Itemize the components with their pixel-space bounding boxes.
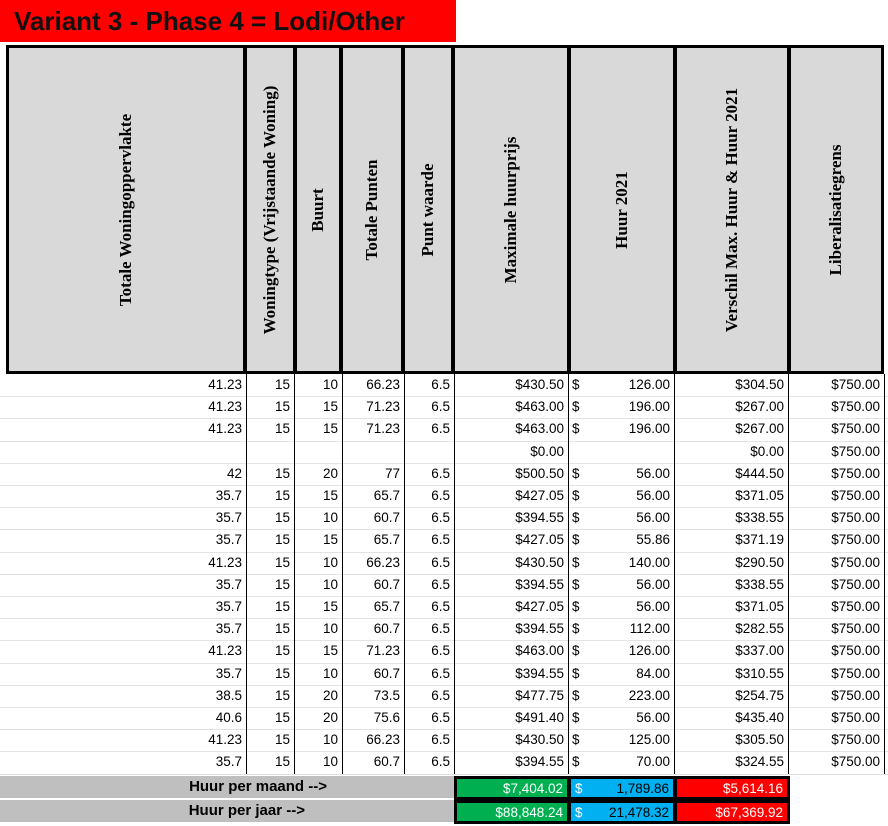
summary-label-year: Huur per jaar --> <box>0 800 455 822</box>
currency-symbol: $ <box>572 554 580 570</box>
cell-punten[interactable]: 71.23 <box>366 399 400 415</box>
huur-amount: 84.00 <box>636 665 670 681</box>
cell-oppervlakte[interactable]: 42 <box>226 465 242 481</box>
cell-oppervlakte[interactable]: 41.23 <box>208 399 242 415</box>
cell-buurt[interactable]: 15 <box>322 643 338 659</box>
huur-amount: 140.00 <box>628 554 670 570</box>
cell-woningtype[interactable]: 15 <box>274 510 290 526</box>
cell-max-huur[interactable]: $427.05 <box>515 599 564 614</box>
cell-liberalisatie[interactable]: $750.00 <box>831 621 880 637</box>
cell-huur-2021[interactable] <box>568 418 674 440</box>
cell-liberalisatie[interactable]: $750.00 <box>831 554 880 570</box>
cell-buurt[interactable]: 10 <box>322 665 338 681</box>
cell-huur-2021[interactable] <box>568 640 674 662</box>
cell-punten[interactable]: 60.7 <box>373 576 400 592</box>
cell-huur-2021[interactable] <box>568 441 674 463</box>
huur-amount: 126.00 <box>628 377 670 392</box>
total-max-huur-year[interactable]: $88,848.24 <box>454 800 570 824</box>
cell-huur-2021[interactable] <box>568 374 674 396</box>
cell-liberalisatie[interactable]: $750.00 <box>831 377 880 392</box>
header-maximale-huurprijs[interactable] <box>452 45 570 374</box>
cell-punten[interactable]: 71.23 <box>366 421 400 437</box>
cell-puntwaarde[interactable]: 6.5 <box>431 377 450 392</box>
cell-woningtype[interactable]: 15 <box>274 399 290 415</box>
header-label: Liberalisatiegrens <box>826 144 845 275</box>
cell-woningtype[interactable]: 15 <box>274 421 290 437</box>
header-liberalisatiegrens[interactable] <box>788 45 884 374</box>
cell-verschil[interactable]: $267.00 <box>735 399 784 415</box>
total-max-huur-month[interactable]: $7,404.02 <box>454 776 570 800</box>
total-huur-2021-year[interactable] <box>568 800 676 824</box>
cell-liberalisatie[interactable]: $750.00 <box>831 599 880 614</box>
cell-punten[interactable]: 66.23 <box>366 732 400 748</box>
cell-buurt[interactable]: 10 <box>322 576 338 592</box>
currency-symbol: $ <box>572 377 580 392</box>
cell-liberalisatie[interactable]: $750.00 <box>831 732 880 748</box>
header-label: Woningtype (Vrijstaande Woning) <box>260 85 279 334</box>
cell-max-huur[interactable]: $430.50 <box>515 377 564 392</box>
cell-liberalisatie[interactable]: $750.00 <box>831 532 880 548</box>
currency-symbol: $ <box>572 665 580 681</box>
cell-verschil[interactable]: $444.50 <box>735 465 784 481</box>
sheet-title: Variant 3 - Phase 4 = Lodi/Other <box>0 0 456 42</box>
cell-buurt[interactable]: 10 <box>322 732 338 748</box>
cell-puntwaarde[interactable]: 6.5 <box>431 554 450 570</box>
huur-amount: 112.00 <box>629 621 670 637</box>
cell-huur-2021[interactable] <box>568 729 674 751</box>
column-divider <box>454 374 455 774</box>
cell-woningtype[interactable] <box>246 441 294 463</box>
cell-max-huur[interactable]: $394.55 <box>515 576 564 592</box>
cell-puntwaarde[interactable]: 6.5 <box>431 488 450 503</box>
cell-huur-2021[interactable] <box>568 618 674 640</box>
cell-buurt[interactable]: 15 <box>322 532 338 548</box>
cell-liberalisatie[interactable]: $750.00 <box>831 710 880 725</box>
cell-buurt[interactable]: 20 <box>322 687 338 703</box>
cell-buurt[interactable]: 10 <box>322 754 338 770</box>
cell-punten[interactable]: 77 <box>384 465 400 481</box>
cell-verschil[interactable]: $304.50 <box>735 377 784 392</box>
cell-liberalisatie[interactable]: $750.00 <box>831 443 880 459</box>
cell-oppervlakte[interactable]: 35.7 <box>215 599 242 614</box>
huur-amount: 196.00 <box>628 399 670 415</box>
column-divider <box>788 374 789 774</box>
cell-puntwaarde[interactable] <box>404 441 454 463</box>
header-label: Totale Woningoppervlakte <box>116 113 135 306</box>
huur-amount: 125.00 <box>628 732 670 748</box>
cell-verschil[interactable]: $310.55 <box>735 665 784 681</box>
cell-max-huur[interactable]: $0.00 <box>530 443 564 459</box>
cell-puntwaarde[interactable]: 6.5 <box>431 732 450 748</box>
cell-woningtype[interactable]: 15 <box>274 599 290 614</box>
column-divider <box>294 374 295 774</box>
cell-oppervlakte[interactable]: 35.7 <box>215 754 242 770</box>
cell-verschil[interactable]: $371.05 <box>735 599 784 614</box>
cell-max-huur[interactable]: $394.55 <box>515 754 564 770</box>
currency-symbol: $ <box>572 687 580 703</box>
cell-punten[interactable]: 66.23 <box>366 554 400 570</box>
cell-buurt[interactable] <box>294 441 342 463</box>
cell-punten[interactable]: 60.7 <box>373 510 400 526</box>
currency-symbol: $ <box>572 643 580 659</box>
header-label: Buurt <box>308 187 327 232</box>
cell-verschil[interactable]: $290.50 <box>735 554 784 570</box>
header-totale-punten[interactable] <box>340 45 404 374</box>
header-punt-waarde[interactable] <box>402 45 454 374</box>
cell-max-huur[interactable]: $430.50 <box>515 554 564 570</box>
huur-amount: 56.00 <box>636 465 670 481</box>
cell-oppervlakte[interactable]: 35.7 <box>215 510 242 526</box>
cell-verschil[interactable]: $338.55 <box>735 510 784 526</box>
cell-max-huur[interactable]: $394.55 <box>515 510 564 526</box>
cell-verschil[interactable]: $435.40 <box>735 710 784 725</box>
header-label: Totale Punten <box>362 159 381 260</box>
header-buurt[interactable] <box>294 45 342 374</box>
huur-amount: 55.86 <box>636 532 670 548</box>
cell-max-huur[interactable]: $430.50 <box>515 732 564 748</box>
cell-woningtype[interactable]: 15 <box>274 732 290 748</box>
cell-liberalisatie[interactable]: $750.00 <box>831 488 880 503</box>
currency-symbol: $ <box>572 532 580 548</box>
cell-woningtype[interactable]: 15 <box>274 710 290 725</box>
row-divider <box>0 774 888 775</box>
cell-max-huur[interactable]: $463.00 <box>515 421 564 437</box>
huur-amount: 56.00 <box>636 488 670 503</box>
cell-huur-2021[interactable] <box>568 396 674 418</box>
cell-punten[interactable]: 73.5 <box>373 687 400 703</box>
cell-max-huur[interactable]: $394.55 <box>515 665 564 681</box>
cell-liberalisatie[interactable]: $750.00 <box>831 576 880 592</box>
total-huur-2021-month[interactable] <box>568 776 676 800</box>
currency-symbol: $ <box>572 754 580 770</box>
cell-punten[interactable]: 60.7 <box>373 621 400 637</box>
cell-puntwaarde[interactable]: 6.5 <box>431 665 450 681</box>
column-divider <box>674 374 675 774</box>
column-divider <box>246 374 247 774</box>
cell-max-huur[interactable]: $427.05 <box>515 532 564 548</box>
cell-verschil[interactable]: $0.00 <box>750 443 784 459</box>
cell-punten[interactable]: 60.7 <box>373 754 400 770</box>
column-divider <box>568 374 569 774</box>
cell-buurt[interactable]: 15 <box>322 399 338 415</box>
cell-verschil[interactable]: $267.00 <box>735 421 784 437</box>
cell-woningtype[interactable]: 15 <box>274 621 290 637</box>
currency-symbol: $ <box>575 805 583 820</box>
header-label: Punt waarde <box>418 162 437 257</box>
header-verschil[interactable] <box>674 45 790 374</box>
cell-woningtype[interactable]: 15 <box>274 687 290 703</box>
cell-verschil[interactable]: $337.00 <box>735 643 784 659</box>
cell-punten[interactable] <box>342 441 404 463</box>
cell-puntwaarde[interactable]: 6.5 <box>431 621 450 637</box>
currency-symbol: $ <box>572 488 580 503</box>
summary-label-month: Huur per maand --> <box>0 776 455 798</box>
cell-liberalisatie[interactable]: $750.00 <box>831 665 880 681</box>
cell-liberalisatie[interactable]: $750.00 <box>831 643 880 659</box>
cell-verschil[interactable]: $338.55 <box>735 576 784 592</box>
cell-huur-2021[interactable] <box>568 751 674 773</box>
column-divider <box>404 374 405 774</box>
cell-punten[interactable]: 65.7 <box>373 488 400 503</box>
cell-buurt[interactable]: 20 <box>322 465 338 481</box>
currency-symbol: $ <box>572 510 580 526</box>
cell-oppervlakte[interactable]: 41.23 <box>208 732 242 748</box>
cell-huur-2021[interactable] <box>568 507 674 529</box>
cell-woningtype[interactable]: 15 <box>274 754 290 770</box>
header-totale-woningoppervlakte[interactable] <box>6 45 246 374</box>
cell-verschil[interactable]: $324.55 <box>735 754 784 770</box>
cell-oppervlakte[interactable]: 35.7 <box>215 665 242 681</box>
currency-symbol: $ <box>572 421 580 437</box>
cell-huur-2021[interactable] <box>568 685 674 707</box>
header-woningtype[interactable] <box>244 45 296 374</box>
huur-amount: 126.00 <box>628 643 670 659</box>
column-divider <box>342 374 343 774</box>
huur-amount: 56.00 <box>636 599 670 614</box>
total-verschil-month[interactable]: $5,614.16 <box>674 776 790 800</box>
column-divider <box>884 374 885 774</box>
cell-verschil[interactable]: $282.55 <box>735 621 784 637</box>
huur-amount: 70.00 <box>636 754 670 770</box>
cell-huur-2021[interactable] <box>568 574 674 596</box>
cell-puntwaarde[interactable]: 6.5 <box>431 399 450 415</box>
cell-oppervlakte[interactable]: 35.7 <box>215 621 242 637</box>
cell-oppervlakte[interactable]: 41.23 <box>208 554 242 570</box>
header-label: Verschil Max. Huur & Huur 2021 <box>722 87 741 332</box>
cell-puntwaarde[interactable]: 6.5 <box>431 599 450 614</box>
cell-buurt[interactable]: 10 <box>322 621 338 637</box>
cell-buurt[interactable]: 20 <box>322 710 338 725</box>
cell-buurt[interactable]: 15 <box>322 421 338 437</box>
currency-symbol: $ <box>572 710 580 725</box>
cell-max-huur[interactable]: $477.75 <box>515 687 564 703</box>
cell-woningtype[interactable]: 15 <box>274 665 290 681</box>
cell-puntwaarde[interactable]: 6.5 <box>431 510 450 526</box>
cell-liberalisatie[interactable]: $750.00 <box>831 421 880 437</box>
cell-oppervlakte[interactable]: 40.6 <box>215 710 242 725</box>
cell-woningtype[interactable]: 15 <box>274 488 290 503</box>
cell-punten[interactable]: 65.7 <box>373 599 400 614</box>
cell-buurt[interactable]: 15 <box>322 599 338 614</box>
cell-verschil[interactable]: $371.19 <box>735 532 784 548</box>
huur-amount: 223.00 <box>628 687 670 703</box>
cell-buurt[interactable]: 15 <box>322 488 338 503</box>
cell-oppervlakte[interactable]: 41.23 <box>208 377 242 392</box>
header-huur-2021[interactable] <box>568 45 676 374</box>
cell-woningtype[interactable]: 15 <box>274 465 290 481</box>
currency-symbol: $ <box>572 465 580 481</box>
cell-puntwaarde[interactable]: 6.5 <box>431 421 450 437</box>
currency-symbol: $ <box>572 599 580 614</box>
total-verschil-year[interactable]: $67,369.92 <box>674 800 790 824</box>
cell-huur-2021[interactable] <box>568 529 674 551</box>
cell-woningtype[interactable]: 15 <box>274 643 290 659</box>
cell-punten[interactable]: 71.23 <box>366 643 400 659</box>
huur-total-amount: 21,478.32 <box>608 805 669 820</box>
cell-huur-2021[interactable] <box>568 707 674 729</box>
cell-liberalisatie[interactable]: $750.00 <box>831 754 880 770</box>
cell-punten[interactable]: 60.7 <box>373 665 400 681</box>
cell-puntwaarde[interactable]: 6.5 <box>431 532 450 548</box>
cell-oppervlakte[interactable]: 35.7 <box>215 488 242 503</box>
huur-amount: 56.00 <box>636 710 670 725</box>
cell-verschil[interactable]: $371.05 <box>735 488 784 503</box>
cell-liberalisatie[interactable]: $750.00 <box>831 510 880 526</box>
cell-max-huur[interactable]: $491.40 <box>515 710 564 725</box>
currency-symbol: $ <box>572 732 580 748</box>
cell-oppervlakte[interactable]: 41.23 <box>208 421 242 437</box>
huur-total-amount: 1,789.86 <box>616 781 669 796</box>
cell-punten[interactable]: 66.23 <box>366 377 400 392</box>
cell-verschil[interactable]: $254.75 <box>735 687 784 703</box>
cell-buurt[interactable]: 10 <box>322 510 338 526</box>
cell-huur-2021[interactable] <box>568 663 674 685</box>
cell-huur-2021[interactable] <box>568 596 674 618</box>
cell-buurt[interactable]: 10 <box>322 377 338 392</box>
huur-amount: 56.00 <box>636 576 670 592</box>
cell-woningtype[interactable]: 15 <box>274 532 290 548</box>
cell-puntwaarde[interactable]: 6.5 <box>431 576 450 592</box>
cell-punten[interactable]: 75.6 <box>373 710 400 725</box>
currency-symbol: $ <box>572 399 580 415</box>
header-label: Huur 2021 <box>612 170 631 249</box>
cell-puntwaarde[interactable]: 6.5 <box>431 643 450 659</box>
cell-oppervlakte[interactable]: 35.7 <box>215 576 242 592</box>
cell-liberalisatie[interactable]: $750.00 <box>831 399 880 415</box>
cell-max-huur[interactable]: $427.05 <box>515 488 564 503</box>
cell-woningtype[interactable]: 15 <box>274 576 290 592</box>
huur-amount: 196.00 <box>628 421 670 437</box>
cell-oppervlakte[interactable]: 41.23 <box>208 643 242 659</box>
cell-max-huur[interactable]: $463.00 <box>515 399 564 415</box>
cell-liberalisatie[interactable]: $750.00 <box>831 465 880 481</box>
huur-amount: 56.00 <box>636 510 670 526</box>
cell-liberalisatie[interactable]: $750.00 <box>831 687 880 703</box>
currency-symbol: $ <box>572 621 580 637</box>
cell-woningtype[interactable]: 15 <box>274 554 290 570</box>
cell-woningtype[interactable]: 15 <box>274 377 290 392</box>
cell-puntwaarde[interactable]: 6.5 <box>431 687 450 703</box>
cell-max-huur[interactable]: $500.50 <box>515 465 564 481</box>
header-label: Maximale huurprijs <box>501 136 520 283</box>
cell-oppervlakte[interactable]: 38.5 <box>215 687 242 703</box>
cell-huur-2021[interactable] <box>568 552 674 574</box>
cell-puntwaarde[interactable]: 6.5 <box>431 710 450 725</box>
currency-symbol: $ <box>572 576 580 592</box>
cell-max-huur[interactable]: $394.55 <box>515 621 564 637</box>
cell-puntwaarde[interactable]: 6.5 <box>431 465 450 481</box>
cell-oppervlakte[interactable] <box>0 441 246 463</box>
cell-max-huur[interactable]: $463.00 <box>515 643 564 659</box>
currency-symbol: $ <box>575 781 583 796</box>
cell-huur-2021[interactable] <box>568 463 674 485</box>
cell-puntwaarde[interactable]: 6.5 <box>431 754 450 770</box>
cell-oppervlakte[interactable]: 35.7 <box>215 532 242 548</box>
cell-verschil[interactable]: $305.50 <box>735 732 784 748</box>
cell-punten[interactable]: 65.7 <box>373 532 400 548</box>
cell-huur-2021[interactable] <box>568 485 674 507</box>
cell-buurt[interactable]: 10 <box>322 554 338 570</box>
